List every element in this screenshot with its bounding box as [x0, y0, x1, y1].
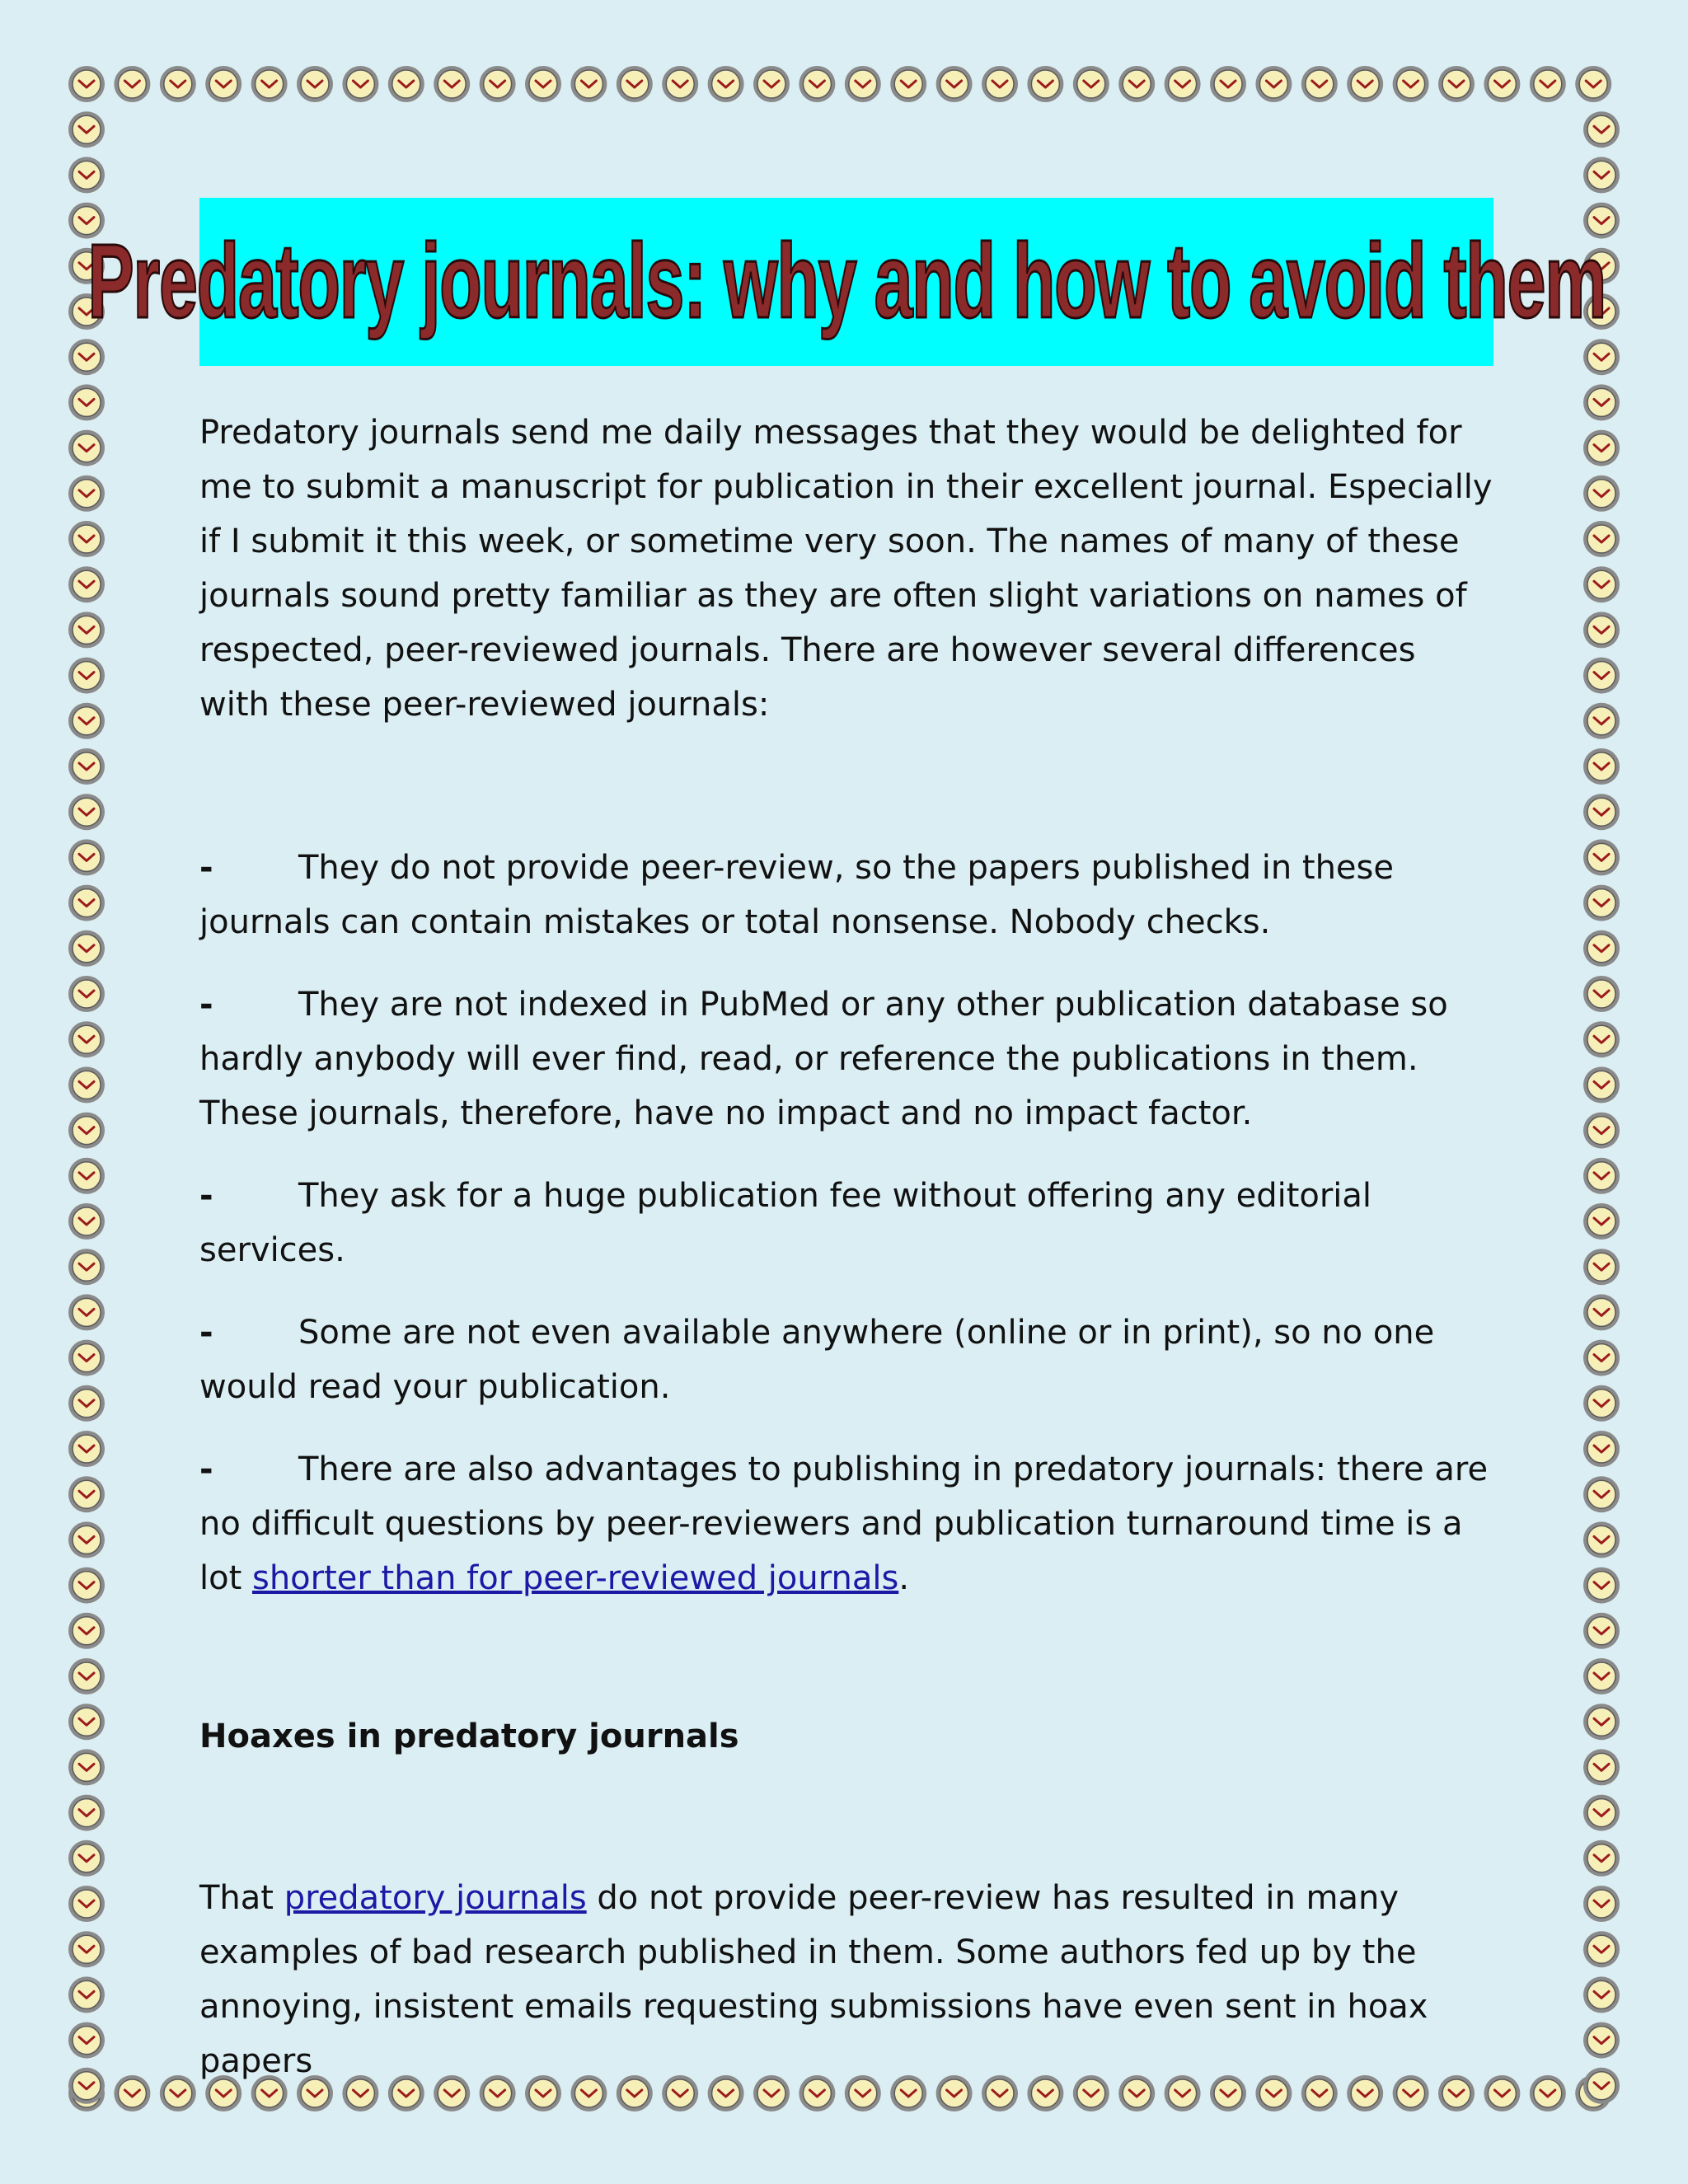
clock-face-icon	[1583, 1976, 1620, 2013]
clock-face-icon	[1583, 1840, 1620, 1877]
clock-face-icon	[1583, 1658, 1620, 1694]
clock-face-icon	[1583, 1158, 1620, 1194]
clock-face-icon	[1583, 1568, 1620, 1604]
clock-face-icon	[68, 612, 105, 648]
clock-face-icon	[68, 930, 105, 967]
clock-face-icon	[480, 66, 516, 102]
clock-face-icon	[68, 566, 105, 602]
clock-face-icon	[708, 66, 744, 102]
clock-face-icon	[68, 1886, 105, 1922]
clock-face-icon	[1583, 1021, 1620, 1057]
clock-face-icon	[68, 1704, 105, 1740]
clock-face-icon	[1583, 339, 1620, 375]
list-item-trailing: .	[898, 1559, 910, 1597]
clock-face-icon	[1301, 66, 1338, 102]
clock-face-icon	[1583, 476, 1620, 512]
clock-face-icon	[68, 885, 105, 921]
intro-paragraph: Predatory journals send me daily messages that they would be delighted for me to submit a manuscript for publication in their excellent journal. Especially if I submit it this week, or sometime very soon. The names of many of these journals sound pretty familiar as they are often slight variations on names of respected, peer-reviewed journals. There are however several differences with these peer-reviewed journals:	[199, 414, 1493, 724]
closing-text-before: That	[199, 1879, 284, 1917]
clock-face-icon	[1210, 66, 1246, 102]
clock-face-icon	[1583, 748, 1620, 785]
clock-face-icon	[890, 66, 926, 102]
clock-face-icon	[1583, 1385, 1620, 1422]
bullet-marker: -	[199, 1451, 213, 1488]
clock-face-icon	[662, 66, 698, 102]
clock-face-icon	[68, 2022, 105, 2059]
section-heading: Hoaxes in predatory journals	[199, 1718, 739, 1755]
clock-face-icon	[114, 2075, 150, 2111]
clock-face-icon	[1583, 1795, 1620, 1831]
clock-face-icon	[388, 66, 424, 102]
clock-face-icon	[845, 66, 881, 102]
clock-face-icon	[617, 66, 653, 102]
clock-face-icon	[1583, 1886, 1620, 1922]
clock-face-icon	[1583, 1749, 1620, 1785]
clock-face-icon	[1583, 157, 1620, 193]
clock-face-icon	[68, 839, 105, 875]
clock-face-icon	[251, 66, 288, 102]
closing-paragraph	[199, 1871, 1493, 2088]
clock-face-icon	[1583, 1931, 1620, 1967]
clock-face-icon	[1583, 612, 1620, 648]
list-item-text: There are also advantages to publishing in predatory journals: there are no difficult questions by peer-reviewers and publication turnaround time is a lot	[199, 1451, 1489, 1597]
clock-face-icon	[1583, 2022, 1620, 2059]
clock-face-icon	[1583, 521, 1620, 557]
shorter-turnaround-link[interactable]: shorter than for peer-reviewed journals	[251, 1559, 899, 1597]
clock-face-icon	[1530, 2075, 1566, 2111]
clock-face-icon	[68, 111, 105, 148]
clock-face-icon	[68, 1568, 105, 1604]
clock-face-icon	[68, 658, 105, 694]
clock-face-icon	[434, 66, 470, 102]
clock-face-icon	[68, 1203, 105, 1240]
clock-face-icon	[68, 66, 105, 102]
clock-face-icon	[342, 66, 378, 102]
clock-face-icon	[68, 1113, 105, 1149]
clock-face-icon	[982, 66, 1018, 102]
clock-face-icon	[1575, 66, 1611, 102]
clock-face-icon	[1583, 1066, 1620, 1103]
clock-face-icon	[1583, 1476, 1620, 1512]
clock-face-icon	[936, 66, 973, 102]
clock-face-icon	[1027, 66, 1063, 102]
clock-face-icon	[1393, 66, 1429, 102]
clock-face-icon	[753, 66, 790, 102]
clock-face-icon	[1583, 566, 1620, 602]
clock-face-icon	[1438, 66, 1475, 102]
clock-face-icon	[68, 384, 105, 420]
bullet-marker: -	[199, 849, 213, 887]
list-item	[199, 977, 1493, 1141]
clock-face-icon	[1165, 66, 1201, 102]
list-item	[199, 1169, 1493, 1277]
closing-text-after: do not provide peer-review has resulted in many examples of bad research published in them. Some authors fed up by the annoying, insistent emails requesting submissions have even sent in hoax papers	[199, 1879, 1428, 2080]
clock-face-icon	[160, 2075, 196, 2111]
clock-face-icon	[1583, 1613, 1620, 1649]
list-item-text: Some are not even available anywhere (online or in print), so no one would read your publication.	[199, 1314, 1435, 1406]
clock-face-icon	[1073, 66, 1109, 102]
clock-face-icon	[1583, 111, 1620, 148]
document-page	[87, 198, 1606, 2121]
clock-face-icon	[1583, 384, 1620, 420]
clock-face-icon	[160, 66, 196, 102]
clock-face-icon	[1583, 885, 1620, 921]
clock-face-icon	[68, 1476, 105, 1512]
clock-face-icon	[68, 1613, 105, 1649]
list-item-text: They ask for a huge publication fee without offering any editorial services.	[199, 1177, 1372, 1269]
clock-face-icon	[114, 66, 150, 102]
clock-face-icon	[1255, 66, 1292, 102]
clock-face-icon	[1583, 839, 1620, 875]
clock-face-icon	[68, 1976, 105, 2013]
clock-face-icon	[68, 976, 105, 1012]
clock-face-icon	[68, 1795, 105, 1831]
clock-face-icon	[1583, 930, 1620, 967]
clock-face-icon	[1583, 430, 1620, 466]
clock-face-icon	[799, 66, 835, 102]
clock-face-icon	[68, 339, 105, 375]
clock-face-icon	[1583, 1340, 1620, 1376]
clock-face-icon	[68, 2068, 105, 2104]
page-title: Predatory journals: why and how to avoid them	[87, 223, 1606, 340]
clock-face-icon	[68, 1931, 105, 1967]
clock-face-icon	[68, 521, 105, 557]
clock-face-icon	[570, 66, 607, 102]
clock-face-icon	[68, 1021, 105, 1057]
clock-face-icon	[1583, 1113, 1620, 1149]
clock-face-icon	[68, 157, 105, 193]
bullet-marker: -	[199, 986, 213, 1024]
clock-face-icon	[1583, 976, 1620, 1012]
title-banner	[87, 198, 1606, 366]
clock-face-icon	[68, 1066, 105, 1103]
bullet-marker: -	[199, 1314, 213, 1352]
bullet-marker: -	[199, 1177, 213, 1215]
predatory-journals-link[interactable]: predatory journals	[284, 1879, 587, 1917]
list-item	[199, 841, 1493, 949]
clock-face-icon	[68, 1294, 105, 1330]
clock-face-icon	[1530, 66, 1566, 102]
difference-list	[199, 841, 1493, 1605]
clock-face-icon	[68, 430, 105, 466]
clock-face-icon	[1583, 658, 1620, 694]
clock-face-icon	[297, 66, 333, 102]
clock-face-icon	[205, 66, 241, 102]
clock-face-icon	[68, 1249, 105, 1285]
clock-face-icon	[525, 66, 561, 102]
clock-face-icon	[68, 1158, 105, 1194]
clock-face-icon	[68, 1431, 105, 1467]
clock-face-icon	[1583, 2068, 1620, 2104]
clock-face-icon	[1583, 1521, 1620, 1558]
clock-face-icon	[68, 476, 105, 512]
clock-face-icon	[1583, 794, 1620, 830]
clock-face-icon	[68, 794, 105, 830]
clock-face-icon	[68, 748, 105, 785]
list-item	[199, 1442, 1493, 1605]
clock-face-icon	[68, 1658, 105, 1694]
clock-face-icon	[1583, 1431, 1620, 1467]
clock-face-icon	[68, 1385, 105, 1422]
clock-face-icon	[1583, 1249, 1620, 1285]
clock-face-icon	[1583, 1294, 1620, 1330]
list-item-text: They are not indexed in PubMed or any other publication database so hardly anybody will ever find, read, or reference the publications in them. These journals, therefore, have no impact and no impact factor.	[199, 986, 1448, 1132]
clock-face-icon	[1118, 66, 1155, 102]
clock-face-icon	[1583, 1203, 1620, 1240]
list-item-text: They do not provide peer-review, so the papers published in these journals can contain mistakes or total nonsense. Nobody checks.	[199, 849, 1394, 941]
clock-face-icon	[68, 1840, 105, 1877]
clock-face-icon	[1583, 1704, 1620, 1740]
clock-face-icon	[68, 1521, 105, 1558]
clock-face-icon	[68, 1340, 105, 1376]
clock-face-icon	[1484, 66, 1520, 102]
clock-face-icon	[1583, 703, 1620, 739]
list-item	[199, 1305, 1493, 1414]
clock-face-icon	[68, 1749, 105, 1785]
clock-face-icon	[1347, 66, 1383, 102]
clock-face-icon	[68, 703, 105, 739]
